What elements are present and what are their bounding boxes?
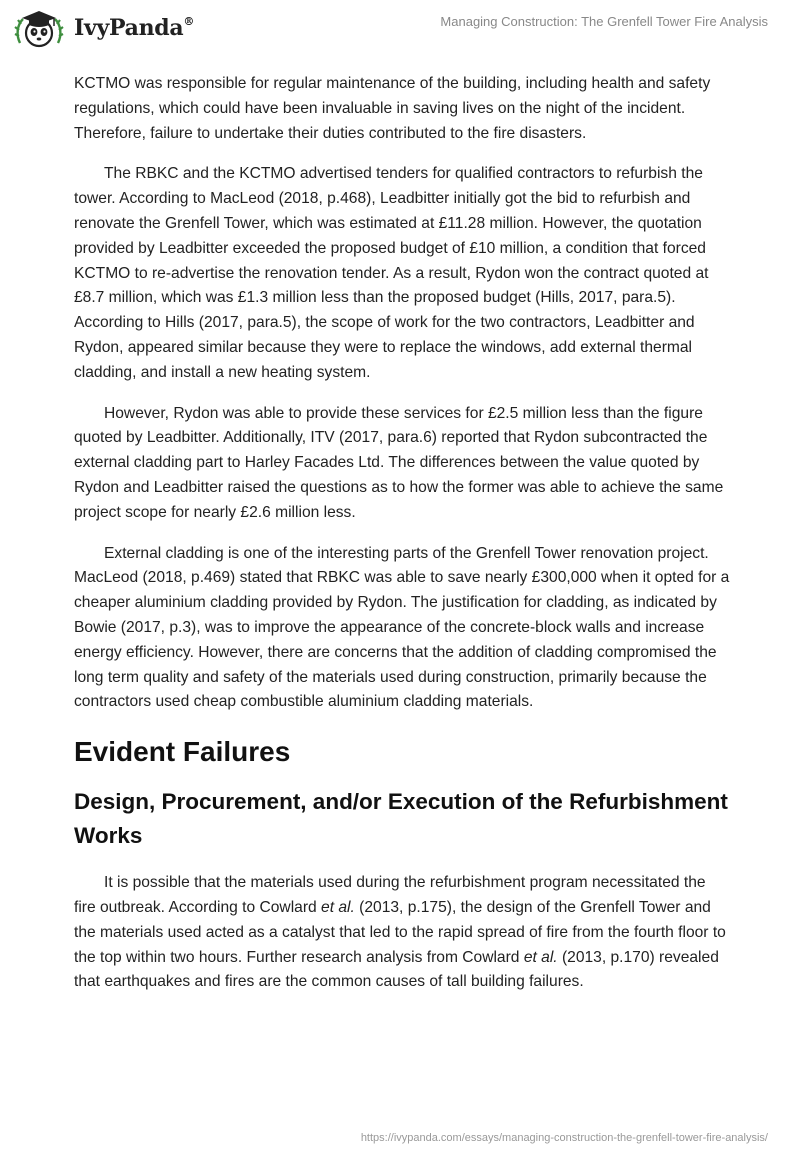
paragraph-4: External cladding is one of the interesting parts of the Grenfell Tower renovation project. MacLeod (2018, p.469) stated that RBKC was able to save nearly £300,000 when it opted for a cheaper aluminium cladding provided by Rydon. The justification for cladding, as indicated by Bowie (2017, p.3), was to improve the appearance of the concrete-block walls and increase energy efficiency. However, there are concerns that the addition of cladding compromised the long term quality and safety of the materials used during construction, primarily because the contractors used cheap combustible aluminium cladding materials. bbox=[74, 544, 730, 711]
paragraph-1: KCTMO was responsible for regular maintenance of the building, including health and safety regulations, which could have been invaluable in saving lives on the night of the incident. Therefore, failure to undertake their duties contributed to the fire disasters. bbox=[74, 75, 711, 142]
panda-graduate-icon bbox=[14, 5, 72, 51]
paragraph-2: The RBKC and the KCTMO advertised tenders for qualified contractors to refurbish the tower. According to MacLeod (2018, p.468), Leadbitter initially got the bid to refurbish and renovate the Grenfell Tower, which was estimated at £11.28 million. However, the quotation provided by Leadbitter exceeded the proposed budget of £10 million, a condition that forced KCTMO to re-advertise the renovation tender. As a result, Rydon won the contract quoted at £8.7 million, which was £1.3 million less than the proposed budget (Hills, 2017, para.5). According to Hills (2017, para.5), the scope of work for the two contractors, Leadbitter and Rydon, appeared similar because they were to replace the windows, add external thermal cladding, and install a new heating system. bbox=[74, 165, 709, 381]
section-heading: Evident Failures bbox=[74, 736, 291, 768]
paragraph-3: However, Rydon was able to provide these services for £2.5 million less than the figure quoted by Leadbitter. Additionally, ITV (2017, para.6) reported that Rydon subcontracted the external cladding part to Harley Facades Ltd. The differences between the value quoted by Rydon and Leadbitter raised the questions as to how the former was able to achieve the same project scope for nearly £2.6 million less. bbox=[74, 404, 724, 521]
subsection-heading: Design, Procurement, and/or Execution of the Refurbishment Works bbox=[74, 789, 728, 849]
essay-body bbox=[74, 72, 730, 1011]
document-title: Managing Construction: The Grenfell Tower Fire Analysis bbox=[440, 14, 768, 29]
source-url[interactable]: https://ivypanda.com/essays/managing-construction-the-grenfell-tower-fire-analysis/ bbox=[360, 1132, 768, 1144]
paragraph-5: It is possible that the materials used during the refurbishment program necessitated the fire outbreak. According to Cowlard et al. (2013, p.175), the design of the Grenfell Tower and the materials used acted as a catalyst that led to the rapid spread of fire from the fourth floor to the top within two hours. Further research analysis from Cowlard et al. (2013, p.170) revealed that earthquakes and fires are the common causes of tall building failures. bbox=[74, 874, 726, 991]
page-header bbox=[0, 0, 800, 60]
ivypanda-logo[interactable] bbox=[14, 6, 194, 50]
logo-text: IvyPanda® bbox=[74, 14, 195, 41]
